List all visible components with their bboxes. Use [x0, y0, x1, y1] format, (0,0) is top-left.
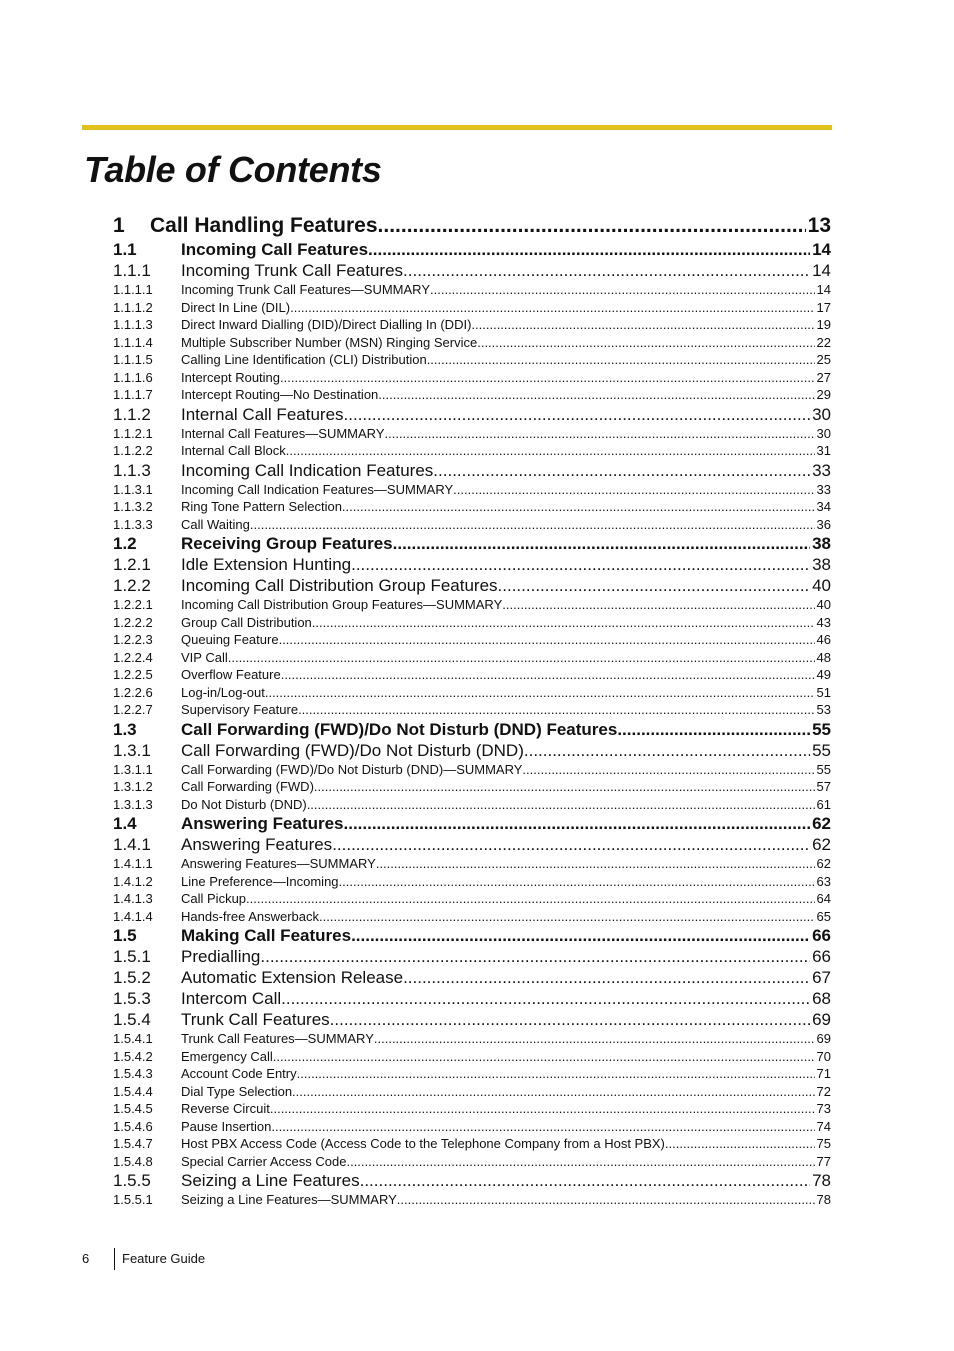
- toc-entry[interactable]: [113, 632, 831, 650]
- toc-entry[interactable]: [113, 667, 831, 685]
- toc-dot-leader: [453, 482, 814, 497]
- toc-entry-page: 66: [812, 947, 831, 966]
- toc-entry-title: Call Waiting: [181, 516, 250, 532]
- toc-entry[interactable]: [113, 762, 831, 780]
- toc-entry-number: 1: [113, 214, 125, 237]
- toc-entry-title: Host PBX Access Code (Access Code to the Telephone Company from a Host PBX): [181, 1136, 665, 1151]
- toc-entry-number: 1.3.1.2: [113, 779, 153, 794]
- toc-entry-page: 64: [816, 891, 831, 906]
- toc-entry-page: 66: [812, 926, 831, 945]
- toc-entry-number: 1.3.1.3: [113, 796, 153, 812]
- toc-entry-number: 1.1.2.2: [113, 443, 153, 458]
- toc-entry-page: 69: [812, 1010, 831, 1029]
- toc-entry-number: 1.5.4: [113, 1010, 151, 1029]
- toc-dot-leader: [290, 300, 814, 315]
- toc-entry-title: Answering Features—SUMMARY: [181, 856, 376, 871]
- toc-entry-number: 1.5.4.6: [113, 1118, 153, 1134]
- toc-dot-leader: [312, 615, 815, 630]
- toc-entry[interactable]: [113, 720, 831, 741]
- toc-entry[interactable]: [113, 1049, 831, 1067]
- toc-entry-title: Intercept Routing: [181, 369, 281, 385]
- toc-entry-page: 17: [816, 299, 831, 315]
- toc-entry-number: 1.1.1.4: [113, 334, 153, 350]
- toc-dot-leader: [351, 926, 810, 946]
- toc-dot-leader: [281, 989, 810, 1009]
- toc-entry-title: Making Call Features: [181, 926, 352, 945]
- toc-entry-number: 1.3: [113, 719, 137, 739]
- toc-entry-page: 69: [816, 1031, 831, 1046]
- toc-entry-number: 1.2.2.5: [113, 667, 153, 682]
- toc-entry-page: 53: [816, 702, 831, 717]
- toc-entry-page: 29: [816, 387, 831, 402]
- toc-entry-page: 33: [816, 481, 831, 497]
- toc-entry-number: 1.5.5.1: [113, 1192, 153, 1207]
- toc-entry-title: Account Code Entry: [181, 1066, 297, 1081]
- toc-entry-number: 1.4.1.2: [113, 873, 153, 889]
- toc-entry[interactable]: [113, 685, 831, 703]
- toc-entry-page: 72: [816, 1083, 831, 1099]
- toc-dot-leader: [273, 1049, 815, 1064]
- toc-entry[interactable]: [113, 1192, 831, 1210]
- toc-dot-leader: [430, 282, 815, 297]
- toc-entry[interactable]: [113, 741, 831, 762]
- toc-entry[interactable]: [113, 405, 831, 426]
- toc-entry[interactable]: [113, 240, 831, 261]
- toc-entry-page: 77: [816, 1153, 831, 1169]
- toc-entry-title: Pause Insertion: [181, 1118, 272, 1134]
- page-title: Table of Contents: [84, 149, 382, 190]
- toc-entry[interactable]: [113, 370, 831, 388]
- toc-entry[interactable]: [113, 891, 831, 909]
- toc-entry-title: Incoming Call Indication Features—SUMMARY: [181, 481, 454, 497]
- toc-dot-leader: [351, 555, 810, 575]
- toc-entry-number: 1.5.4.5: [113, 1101, 153, 1116]
- toc-dot-leader: [433, 461, 810, 481]
- toc-entry-title: VIP Call: [181, 649, 228, 665]
- toc-entry-page: 51: [816, 684, 831, 700]
- toc-entry-title: Do Not Disturb (DND): [181, 796, 307, 812]
- toc-entry-number: 1.5.4.4: [113, 1083, 153, 1099]
- toc-entry[interactable]: [113, 835, 831, 856]
- toc-entry-page: 62: [812, 835, 831, 854]
- toc-dot-leader: [403, 261, 810, 281]
- toc-entry-number: 1.2: [113, 534, 137, 553]
- toc-entry[interactable]: [113, 1101, 831, 1119]
- toc-entry-title: Incoming Trunk Call Features—SUMMARY: [181, 282, 431, 297]
- toc-entry-number: 1.4: [113, 814, 137, 833]
- toc-entry[interactable]: [113, 947, 831, 968]
- toc-dot-leader: [332, 835, 810, 855]
- toc-entry[interactable]: [113, 797, 831, 815]
- toc-dot-leader: [397, 1192, 815, 1207]
- toc-entry-page: 62: [816, 856, 831, 871]
- toc-entry-number: 1.1.1: [113, 261, 151, 280]
- toc-entry-number: 1.4.1.4: [113, 908, 153, 924]
- toc-entry-number: 1.4.1: [113, 835, 151, 854]
- toc-entry-number: 1.5.5: [113, 1171, 151, 1190]
- toc-entry-page: 30: [816, 425, 831, 441]
- toc-entry-page: 34: [816, 499, 831, 514]
- toc-dot-leader: [360, 1171, 810, 1191]
- toc-entry-title: Hands-free Answerback: [181, 908, 320, 924]
- toc-entry-page: 33: [812, 460, 831, 480]
- toc-entry-title: Call Forwarding (FWD)/Do Not Disturb (DND): [181, 740, 524, 760]
- toc-dot-leader: [330, 1010, 810, 1030]
- toc-entry-page: 57: [816, 779, 831, 794]
- toc-entry-page: 14: [816, 282, 831, 297]
- toc-entry-title: Internal Call Block: [181, 443, 286, 458]
- toc-entry-number: 1.5.1: [113, 947, 151, 966]
- toc-entry[interactable]: [113, 499, 831, 517]
- toc-entry[interactable]: [113, 814, 831, 835]
- footer-guide-name: Feature Guide: [122, 1251, 206, 1266]
- toc-entry-number: 1.2.2: [113, 576, 151, 595]
- toc-entry-number: 1.2.2.6: [113, 684, 153, 700]
- toc-entry-number: 1.1.3.1: [113, 481, 153, 497]
- toc-entry-number: 1.2.1: [113, 555, 151, 574]
- toc-entry[interactable]: [113, 702, 831, 720]
- toc-entry-page: 75: [816, 1136, 831, 1151]
- toc-entry-number: 1.4.1.3: [113, 891, 153, 906]
- toc-entry-title: Call Forwarding (FWD)/Do Not Disturb (DND)—SUMMARY: [181, 761, 523, 777]
- toc-entry-title: Log-in/Log-out: [181, 684, 265, 700]
- toc-entry-page: 31: [816, 443, 831, 458]
- toc-entry-title: Incoming Call Features: [181, 240, 369, 259]
- toc-entry-page: 46: [816, 632, 831, 647]
- toc-dot-leader: [297, 1066, 815, 1081]
- toc-entry[interactable]: [113, 261, 831, 282]
- toc-entry-title: Intercept Routing—No Destination: [181, 387, 379, 402]
- toc-dot-leader: [344, 814, 811, 834]
- header-rule: [82, 125, 832, 130]
- toc-entry-page: 40: [816, 597, 831, 612]
- toc-entry-number: 1.5.2: [113, 968, 151, 987]
- toc-entry-number: 1.1.3.2: [113, 499, 153, 514]
- toc-entry[interactable]: [113, 1010, 831, 1031]
- toc-entry[interactable]: [113, 989, 831, 1010]
- toc-dot-leader: [393, 534, 810, 554]
- toc-entry-title: Emergency Call: [181, 1048, 273, 1064]
- toc-dot-leader: [368, 240, 810, 260]
- toc-entry[interactable]: [113, 352, 831, 370]
- toc-entry-page: 36: [816, 516, 831, 532]
- toc-entry[interactable]: [113, 461, 831, 482]
- toc-entry[interactable]: [113, 335, 831, 353]
- toc-entry-page: 73: [816, 1101, 831, 1116]
- toc-entry[interactable]: [113, 1154, 831, 1172]
- toc-dot-leader: [403, 968, 810, 988]
- toc-entry[interactable]: [113, 387, 831, 405]
- toc-dot-leader: [498, 576, 811, 596]
- toc-dot-leader: [376, 856, 815, 871]
- toc-dot-leader: [270, 1101, 815, 1116]
- toc-entry-title: Supervisory Feature: [181, 702, 299, 717]
- toc-entry-page: 70: [816, 1048, 831, 1064]
- toc-dot-leader: [617, 720, 810, 740]
- toc-entry-title: Incoming Call Indication Features: [181, 460, 434, 480]
- toc-entry-page: 63: [816, 873, 831, 889]
- toc-entry[interactable]: [113, 1171, 831, 1192]
- toc-entry-number: 1.1.1.6: [113, 369, 153, 385]
- toc-entry-number: 1.1.2.1: [113, 425, 153, 441]
- toc-entry-page: 27: [816, 369, 831, 385]
- toc-entry-title: Internal Call Features—SUMMARY: [181, 425, 385, 441]
- toc-entry[interactable]: [113, 874, 831, 892]
- toc-dot-leader: [502, 597, 814, 612]
- toc-entry-page: 55: [812, 719, 831, 739]
- toc-entry-number: 1.1: [113, 240, 137, 259]
- toc-entry[interactable]: [113, 926, 831, 947]
- toc-entry-number: 1.1.1.7: [113, 387, 153, 402]
- toc-entry-title: Idle Extension Hunting: [181, 555, 352, 574]
- toc-dot-leader: [665, 1136, 815, 1151]
- footer-page-number: 6: [82, 1251, 90, 1266]
- toc-entry-number: 1.5.4.2: [113, 1048, 153, 1064]
- toc-entry-number: 1.4.1.1: [113, 856, 153, 871]
- toc-entry-title: Dial Type Selection: [181, 1083, 293, 1099]
- toc-entry[interactable]: [113, 1119, 831, 1137]
- toc-entry[interactable]: [113, 576, 831, 597]
- toc-dot-leader: [281, 667, 815, 682]
- toc-entry-page: 62: [812, 814, 831, 833]
- toc-entry-title: Receiving Group Features: [181, 534, 393, 553]
- toc-dot-leader: [314, 779, 815, 794]
- toc-entry[interactable]: [113, 1066, 831, 1084]
- toc-entry-number: 1.1.1.2: [113, 299, 153, 315]
- toc-entry-title: Queuing Feature: [181, 632, 279, 647]
- toc-entry-number: 1.5.4.1: [113, 1031, 153, 1046]
- toc-entry-page: 30: [812, 404, 831, 424]
- toc-entry-title: Call Pickup: [181, 891, 247, 906]
- toc-entry[interactable]: [113, 482, 831, 500]
- toc-entry-title: Predialling: [181, 947, 261, 966]
- toc-entry-title: Overflow Feature: [181, 667, 281, 682]
- toc-dot-leader: [427, 352, 815, 367]
- toc-entry-page: 78: [816, 1192, 831, 1207]
- toc-entry-page: 13: [807, 214, 831, 237]
- toc-entry-number: 1.5: [113, 926, 137, 945]
- toc-entry-number: 1.5.3: [113, 989, 151, 1008]
- toc-entry-number: 1.5.4.3: [113, 1066, 153, 1081]
- toc-dot-leader: [522, 762, 814, 777]
- toc-entry-title: Calling Line Identification (CLI) Distribution: [181, 352, 427, 367]
- toc-entry[interactable]: [113, 517, 831, 535]
- toc-entry-title: Incoming Call Distribution Group Features—SUMMARY: [181, 597, 503, 612]
- toc-entry[interactable]: [113, 1031, 831, 1049]
- toc-entry-page: 74: [816, 1118, 831, 1134]
- toc-entry[interactable]: [113, 555, 831, 576]
- toc-entry-title: Automatic Extension Release: [181, 968, 404, 987]
- toc-dot-leader: [374, 1031, 815, 1046]
- toc-dot-leader: [339, 874, 815, 889]
- toc-entry-title: Answering Features: [181, 835, 333, 854]
- toc-entry-page: 43: [816, 614, 831, 630]
- footer-divider: [114, 1248, 115, 1270]
- toc-entry-page: 55: [816, 761, 831, 777]
- toc-entry-number: 1.3.1.1: [113, 761, 153, 777]
- toc-entry-number: 1.1.2: [113, 404, 151, 424]
- toc-dot-leader: [228, 650, 815, 665]
- toc-dot-leader: [298, 702, 814, 717]
- toc-dot-leader: [342, 499, 815, 514]
- toc-entry-number: 1.5.4.8: [113, 1153, 153, 1169]
- toc-entry-title: Group Call Distribution: [181, 614, 312, 630]
- toc-entry-number: 1.1.3: [113, 460, 151, 480]
- toc-entry-title: Multiple Subscriber Number (MSN) Ringing Service: [181, 334, 478, 350]
- toc-entry-page: 19: [816, 317, 831, 332]
- toc-entry-title: Reverse Circuit: [181, 1101, 270, 1116]
- toc-dot-leader: [378, 214, 806, 238]
- toc-entry-title: Internal Call Features: [181, 404, 344, 424]
- toc-entry[interactable]: [113, 597, 831, 615]
- toc-dot-leader: [250, 517, 815, 532]
- toc-entry-number: 1.1.1.3: [113, 317, 153, 332]
- toc-entry-number: 1.1.1.1: [113, 282, 153, 297]
- toc-entry-title: Answering Features: [181, 814, 344, 833]
- toc-dot-leader: [271, 1119, 814, 1134]
- toc-entry[interactable]: [113, 650, 831, 668]
- toc-dot-leader: [279, 632, 815, 647]
- toc-entry[interactable]: [113, 856, 831, 874]
- toc-entry-page: 22: [816, 334, 831, 350]
- toc-entry[interactable]: [113, 909, 831, 927]
- toc-entry[interactable]: [113, 300, 831, 318]
- toc-entry-page: 61: [816, 796, 831, 812]
- toc-entry-page: 55: [812, 740, 831, 760]
- toc-dot-leader: [286, 443, 815, 458]
- toc-entry[interactable]: [113, 779, 831, 797]
- toc-dot-leader: [260, 947, 810, 967]
- toc-entry-title: Seizing a Line Features: [181, 1171, 360, 1190]
- toc-entry-page: 14: [812, 240, 831, 259]
- toc-dot-leader: [280, 370, 815, 385]
- toc-entry-page: 49: [816, 667, 831, 682]
- toc-entry-page: 40: [812, 576, 831, 595]
- toc-entry-title: Trunk Call Features—SUMMARY: [181, 1031, 374, 1046]
- toc-entry-title: Seizing a Line Features—SUMMARY: [181, 1192, 397, 1207]
- toc-entry-title: Direct Inward Dialling (DID)/Direct Dialling In (DDI): [181, 317, 472, 332]
- toc-dot-leader: [307, 797, 815, 812]
- toc-entry[interactable]: [113, 534, 831, 555]
- toc-entry[interactable]: [113, 968, 831, 989]
- toc-entry-number: 1.2.2.7: [113, 702, 153, 717]
- toc-dot-leader: [246, 891, 815, 906]
- toc-entry-number: 1.2.2.3: [113, 632, 153, 647]
- toc-entry-title: Line Preference—Incoming: [181, 873, 339, 889]
- toc-entry[interactable]: [113, 615, 831, 633]
- toc-entry-number: 1.2.2.4: [113, 649, 153, 665]
- toc-dot-leader: [319, 909, 815, 924]
- toc-entry[interactable]: [113, 443, 831, 461]
- toc-entry-page: 38: [812, 555, 831, 574]
- toc-entry-page: 25: [816, 352, 831, 367]
- toc-entry[interactable]: [113, 317, 831, 335]
- toc-entry-number: 1.1.3.3: [113, 516, 153, 532]
- toc-entry-number: 1.5.4.7: [113, 1136, 153, 1151]
- toc-entry-number: 1.3.1: [113, 740, 151, 760]
- toc-dot-leader: [344, 405, 811, 425]
- toc-entry[interactable]: [113, 214, 831, 240]
- toc-dot-leader: [471, 317, 814, 332]
- toc-dot-leader: [265, 685, 815, 700]
- toc-dot-leader: [477, 335, 814, 350]
- toc-entry-number: 1.2.2.1: [113, 597, 153, 612]
- toc-entry-title: Call Forwarding (FWD): [181, 779, 314, 794]
- toc-entry-page: 48: [816, 649, 831, 665]
- toc-entry-page: 67: [812, 968, 831, 987]
- toc-entry-page: 68: [812, 989, 831, 1008]
- toc-entry-title: Ring Tone Pattern Selection: [181, 499, 342, 514]
- toc-entry-title: Direct In Line (DIL): [181, 299, 291, 315]
- toc-entry[interactable]: [113, 426, 831, 444]
- toc-dot-leader: [378, 387, 814, 402]
- toc-entry[interactable]: [113, 282, 831, 300]
- toc-entry-page: 38: [812, 534, 831, 553]
- toc-dot-leader: [385, 426, 815, 441]
- toc-entry-page: 71: [816, 1066, 831, 1081]
- toc-dot-leader: [292, 1084, 814, 1099]
- toc-entry-title: Intercom Call: [181, 989, 282, 1008]
- toc-entry-title: Incoming Call Distribution Group Features: [181, 576, 498, 595]
- toc-entry-title: Call Forwarding (FWD)/Do Not Disturb (DND) Features: [181, 719, 618, 739]
- toc-entry-page: 14: [812, 261, 831, 280]
- toc-entry-title: Incoming Trunk Call Features: [181, 261, 404, 280]
- toc-entry[interactable]: [113, 1136, 831, 1154]
- toc-entry-title: Call Handling Features: [150, 214, 378, 237]
- toc-entry-page: 65: [816, 908, 831, 924]
- toc-entry-title: Trunk Call Features: [181, 1010, 330, 1029]
- toc-entry-number: 1.2.2.2: [113, 614, 153, 630]
- toc-entry-page: 78: [812, 1171, 831, 1190]
- table-of-contents: [113, 214, 831, 1210]
- toc-entry-title: Special Carrier Access Code: [181, 1153, 347, 1169]
- toc-dot-leader: [524, 741, 810, 761]
- toc-entry[interactable]: [113, 1084, 831, 1102]
- toc-dot-leader: [346, 1154, 814, 1169]
- toc-entry-number: 1.1.1.5: [113, 352, 153, 367]
